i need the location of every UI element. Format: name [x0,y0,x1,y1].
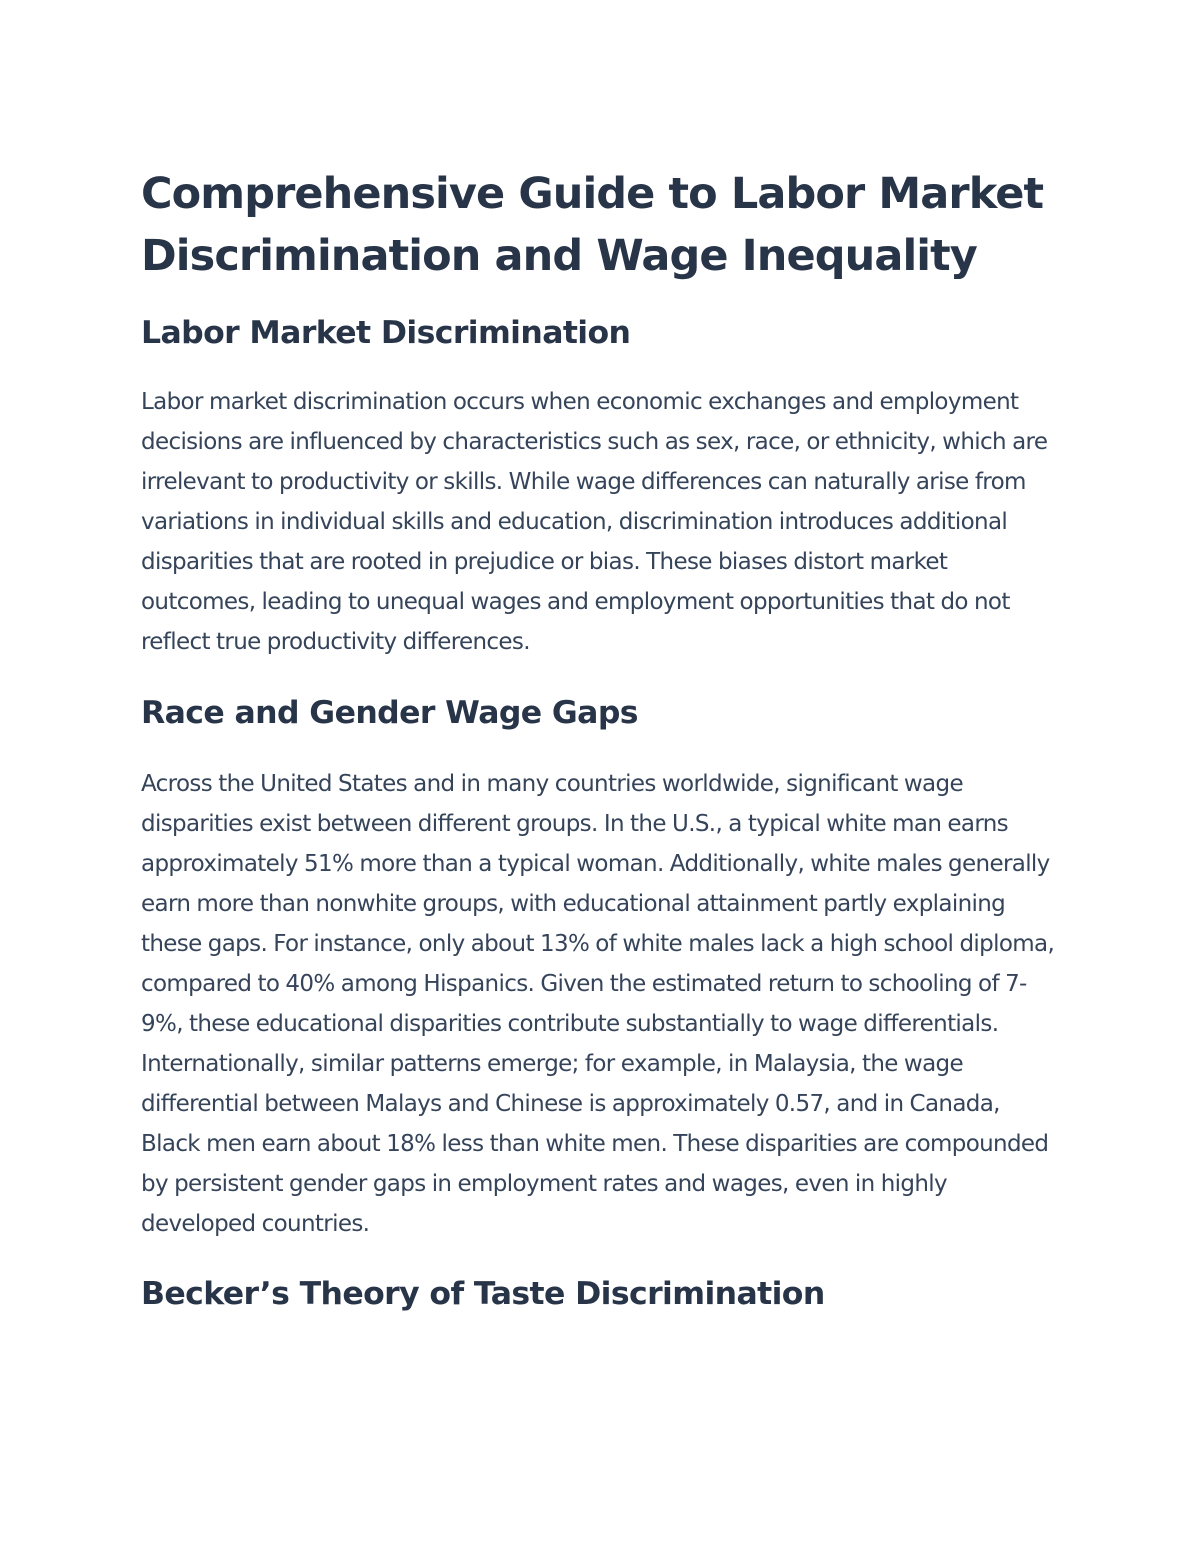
section-heading-labor-market-discrimination: Labor Market Discrimination [141,315,631,351]
section-body-race-gender-wage-gaps: Across the United States and in many countries worldwide, significant wage disparities exist between different groups. In the U.S., a typical white man earns approximately 51% more than a typical woman. Additionally, white males generally earn more than nonwhite groups, with educational attainment partly explaining these gaps. For instance, only about 13% of white males lack a high school diploma, compared to 40% among Hispanics. Given the estimated return to schooling of 7-9%, these educational disparities contribute substantially to wage differentials. Internationally, similar patterns emerge; for example, in Malaysia, the wage differential between Malays and Chinese is approximately 0.57, and in Canada, Black men earn about 18% less than white men. These disparities are compounded by persistent gender gaps in employment rates and wages, even in highly developed countries. [141,771,1055,1237]
section-body-labor-market-discrimination: Labor market discrimination occurs when economic exchanges and employment decisions are influenced by characteristics such as sex, race, or ethnicity, which are irrelevant to productivity or skills. While wage differences can naturally arise from variations in individual skills and education, discrimination introduces additional disparities that are rooted in prejudice or bias. These biases distort market outcomes, leading to unequal wages and employment opportunities that do not reflect true productivity differences. [141,389,1048,655]
section-heading-race-gender-wage-gaps: Race and Gender Wage Gaps [141,695,638,731]
document-page [141,163,1056,1314]
section-heading-becker-theory: Becker’s Theory of Taste Discrimination [141,1276,825,1312]
document-title: Comprehensive Guide to Labor Market Discrimination and Wage Inequality [141,169,1044,281]
